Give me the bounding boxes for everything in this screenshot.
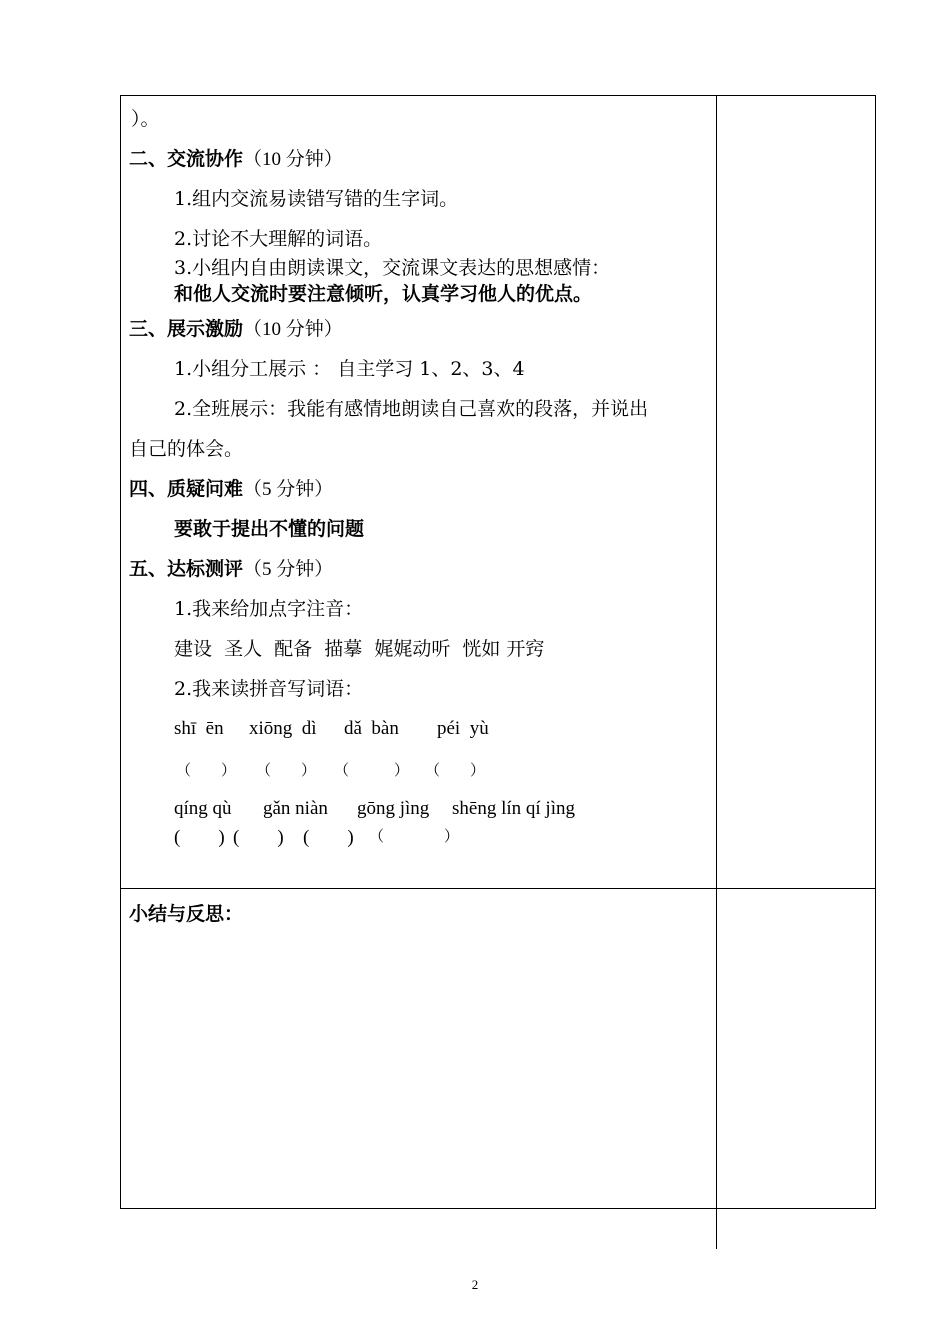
table-border-bottom	[120, 1208, 876, 1209]
section5-heading	[129, 557, 333, 582]
answer-blank-6: ( )	[233, 827, 284, 848]
section5-time: （5 分钟）	[243, 559, 334, 580]
section3-heading	[129, 317, 343, 342]
answer-blank-2: （ ）	[256, 761, 317, 779]
pinyin-8: shēng lín qí jìng	[452, 798, 575, 819]
page-number: 2	[471, 1277, 479, 1292]
table-border-top	[120, 95, 876, 96]
section2-time: （10 分钟）	[243, 149, 343, 170]
answer-blank-8: （ ）	[369, 827, 460, 845]
section3-item-2: 2.全班展示：我能有感情地朗读自己喜欢的段落，并说出	[174, 398, 649, 420]
section3-title: 三、展示激励	[129, 318, 244, 340]
section4-heading	[129, 477, 333, 502]
section2-note: 和他人交流时要注意倾听，认真学习他人的优点。	[174, 283, 593, 305]
section5-q2: 2.我来读拼音写词语：	[174, 678, 364, 700]
section5-q1: 1.我来给加点字注音：	[174, 598, 364, 620]
continued-text: ）。	[131, 108, 160, 130]
answer-blank-7: ( )	[303, 827, 354, 848]
pinyin-7: gōng jìng	[357, 798, 430, 819]
table-border-right	[875, 95, 876, 1209]
answer-blank-3: （ ）	[334, 761, 410, 779]
pinyin-4: péi yù	[437, 718, 489, 739]
table-row-divider	[120, 888, 876, 889]
answer-blank-4: （ ）	[425, 761, 486, 779]
section3-item-1: 1.小组分工展示 ： 自主学习 1、2、3、4	[174, 358, 525, 380]
section5-q1-words: 建设 圣人 配备 描摹 娓娓动听 恍如 开窍	[174, 638, 545, 660]
pinyin-2: xiōng dì	[249, 718, 317, 739]
pinyin-3: dǎ bàn	[344, 718, 399, 739]
answer-blank-5: ( )	[174, 827, 225, 848]
section2-heading	[129, 147, 343, 172]
pinyin-5: qíng qù	[174, 798, 232, 819]
section3-time: （10 分钟）	[243, 319, 343, 340]
section3-item-2-cont: 自己的体会。	[129, 438, 244, 460]
section4-time: （5 分钟）	[243, 479, 334, 500]
section4-title: 四、质疑问难	[129, 478, 244, 500]
table-border-left	[120, 95, 121, 1209]
answer-blank-1: （ ）	[176, 761, 237, 779]
section4-note: 要敢于提出不懂的问题	[174, 518, 365, 540]
section5-title: 五、达标测评	[129, 558, 244, 580]
table-column-divider	[716, 95, 717, 1249]
summary-label: 小结与反思：	[129, 903, 244, 925]
section2-item-1: 1.组内交流易读错写错的生字词。	[174, 188, 459, 210]
section2-item-3: 3.小组内自由朗读课文，交流课文表达的思想感情：	[174, 257, 611, 279]
pinyin-1: shī ēn	[174, 718, 224, 739]
section2-title: 二、交流协作	[129, 148, 244, 170]
section2-item-2: 2.讨论不大理解的词语。	[174, 228, 383, 250]
pinyin-6: gǎn niàn	[263, 798, 328, 819]
